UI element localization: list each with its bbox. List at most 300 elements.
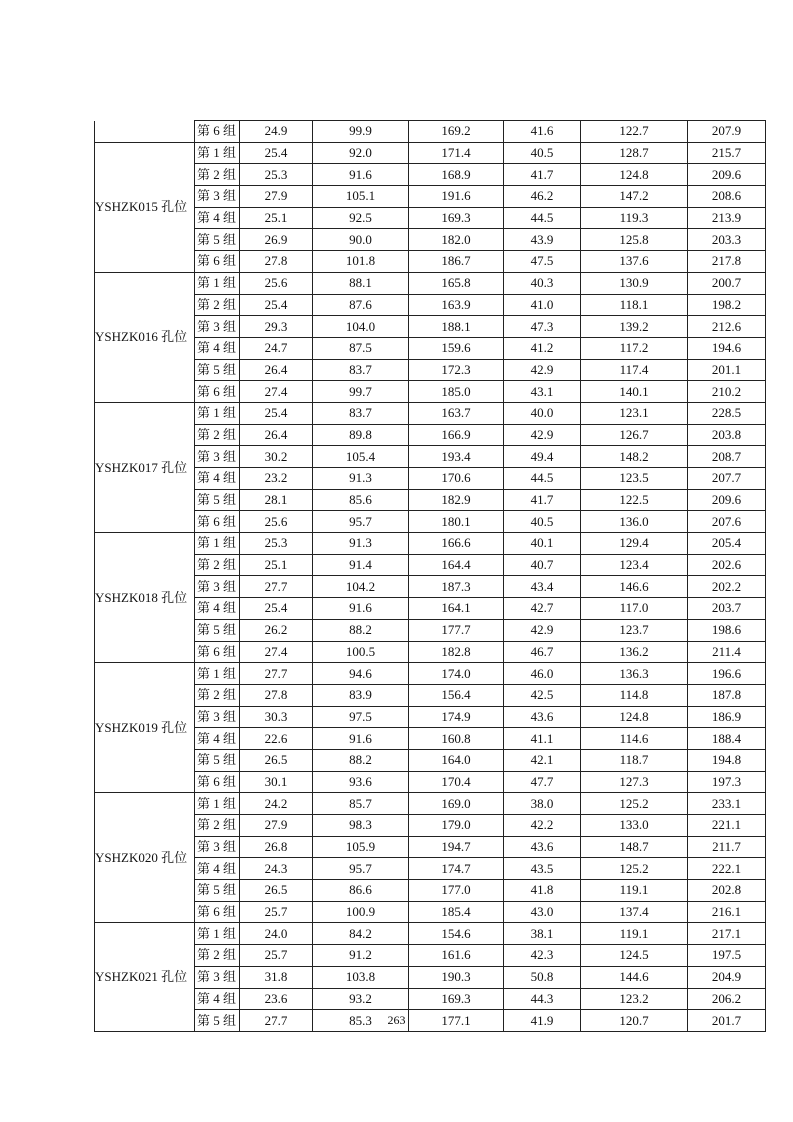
- table-row: [95, 381, 766, 403]
- value-cell: 44.5: [504, 207, 581, 229]
- group-cell: 第 1 组: [195, 793, 240, 815]
- value-cell: 123.2: [581, 988, 688, 1010]
- value-cell: 161.6: [409, 945, 504, 967]
- table-row: [95, 836, 766, 858]
- value-cell: 171.4: [409, 142, 504, 164]
- value-cell: 40.3: [504, 272, 581, 294]
- value-cell: 139.2: [581, 316, 688, 338]
- value-cell: 104.2: [313, 576, 409, 598]
- value-cell: 221.1: [688, 815, 766, 837]
- group-cell: 第 5 组: [195, 1010, 240, 1032]
- value-cell: 43.1: [504, 381, 581, 403]
- value-cell: 177.7: [409, 619, 504, 641]
- value-cell: 26.9: [240, 229, 313, 251]
- value-cell: 24.3: [240, 858, 313, 880]
- table-row: [95, 446, 766, 468]
- value-cell: 40.5: [504, 511, 581, 533]
- value-cell: 43.4: [504, 576, 581, 598]
- value-cell: 123.5: [581, 468, 688, 490]
- group-cell: 第 3 组: [195, 186, 240, 208]
- value-cell: 42.1: [504, 749, 581, 771]
- value-cell: 177.1: [409, 1010, 504, 1032]
- value-cell: 31.8: [240, 966, 313, 988]
- value-cell: 203.8: [688, 424, 766, 446]
- value-cell: 165.8: [409, 272, 504, 294]
- group-cell: 第 3 组: [195, 316, 240, 338]
- group-cell: 第 2 组: [195, 945, 240, 967]
- value-cell: 209.6: [688, 164, 766, 186]
- group-cell: 第 5 组: [195, 880, 240, 902]
- value-cell: 91.2: [313, 945, 409, 967]
- value-cell: 129.4: [581, 533, 688, 555]
- value-cell: 26.5: [240, 880, 313, 902]
- value-cell: 125.2: [581, 793, 688, 815]
- table-row: [95, 858, 766, 880]
- value-cell: 124.8: [581, 706, 688, 728]
- value-cell: 27.4: [240, 381, 313, 403]
- value-cell: 123.1: [581, 402, 688, 424]
- table-row: [95, 749, 766, 771]
- value-cell: 30.2: [240, 446, 313, 468]
- value-cell: 170.6: [409, 468, 504, 490]
- value-cell: 47.5: [504, 251, 581, 273]
- value-cell: 41.1: [504, 728, 581, 750]
- value-cell: 179.0: [409, 815, 504, 837]
- value-cell: 23.2: [240, 468, 313, 490]
- group-cell: 第 6 组: [195, 901, 240, 923]
- value-cell: 98.3: [313, 815, 409, 837]
- value-cell: 26.2: [240, 619, 313, 641]
- group-cell: 第 2 组: [195, 815, 240, 837]
- table-row: [95, 728, 766, 750]
- group-cell: 第 2 组: [195, 294, 240, 316]
- group-cell: 第 6 组: [195, 251, 240, 273]
- borehole-cell: YSHZK018 孔位: [95, 533, 195, 663]
- value-cell: 25.6: [240, 511, 313, 533]
- value-cell: 43.6: [504, 706, 581, 728]
- value-cell: 44.3: [504, 988, 581, 1010]
- value-cell: 25.4: [240, 142, 313, 164]
- group-cell: 第 6 组: [195, 771, 240, 793]
- value-cell: 119.1: [581, 923, 688, 945]
- value-cell: 204.9: [688, 966, 766, 988]
- value-cell: 136.0: [581, 511, 688, 533]
- value-cell: 24.9: [240, 121, 313, 143]
- value-cell: 164.1: [409, 598, 504, 620]
- table-row: [95, 793, 766, 815]
- table-row: [95, 880, 766, 902]
- value-cell: 172.3: [409, 359, 504, 381]
- value-cell: 174.7: [409, 858, 504, 880]
- group-cell: 第 2 组: [195, 684, 240, 706]
- value-cell: 90.0: [313, 229, 409, 251]
- value-cell: 188.1: [409, 316, 504, 338]
- value-cell: 42.3: [504, 945, 581, 967]
- value-cell: 114.8: [581, 684, 688, 706]
- value-cell: 119.1: [581, 880, 688, 902]
- value-cell: 99.7: [313, 381, 409, 403]
- value-cell: 137.4: [581, 901, 688, 923]
- group-cell: 第 1 组: [195, 533, 240, 555]
- value-cell: 197.3: [688, 771, 766, 793]
- table-row: [95, 424, 766, 446]
- value-cell: 26.4: [240, 359, 313, 381]
- value-cell: 212.6: [688, 316, 766, 338]
- value-cell: 87.6: [313, 294, 409, 316]
- value-cell: 83.9: [313, 684, 409, 706]
- group-cell: 第 2 组: [195, 554, 240, 576]
- value-cell: 41.8: [504, 880, 581, 902]
- value-cell: 94.6: [313, 663, 409, 685]
- value-cell: 27.9: [240, 186, 313, 208]
- value-cell: 25.6: [240, 272, 313, 294]
- value-cell: 25.3: [240, 164, 313, 186]
- value-cell: 213.9: [688, 207, 766, 229]
- value-cell: 160.8: [409, 728, 504, 750]
- value-cell: 202.2: [688, 576, 766, 598]
- value-cell: 198.2: [688, 294, 766, 316]
- value-cell: 100.9: [313, 901, 409, 923]
- value-cell: 208.7: [688, 446, 766, 468]
- value-cell: 186.9: [688, 706, 766, 728]
- value-cell: 201.1: [688, 359, 766, 381]
- value-cell: 41.6: [504, 121, 581, 143]
- group-cell: 第 4 组: [195, 858, 240, 880]
- group-cell: 第 6 组: [195, 641, 240, 663]
- value-cell: 182.0: [409, 229, 504, 251]
- group-cell: 第 4 组: [195, 598, 240, 620]
- value-cell: 126.7: [581, 424, 688, 446]
- group-cell: 第 4 组: [195, 988, 240, 1010]
- group-cell: 第 5 组: [195, 359, 240, 381]
- value-cell: 24.7: [240, 337, 313, 359]
- value-cell: 185.4: [409, 901, 504, 923]
- value-cell: 95.7: [313, 858, 409, 880]
- value-cell: 25.1: [240, 554, 313, 576]
- value-cell: 164.4: [409, 554, 504, 576]
- value-cell: 30.3: [240, 706, 313, 728]
- value-cell: 215.7: [688, 142, 766, 164]
- value-cell: 49.4: [504, 446, 581, 468]
- value-cell: 42.5: [504, 684, 581, 706]
- table-row: [95, 706, 766, 728]
- value-cell: 217.1: [688, 923, 766, 945]
- table-row: [95, 576, 766, 598]
- value-cell: 25.4: [240, 402, 313, 424]
- value-cell: 207.6: [688, 511, 766, 533]
- value-cell: 41.7: [504, 489, 581, 511]
- value-cell: 164.0: [409, 749, 504, 771]
- value-cell: 194.7: [409, 836, 504, 858]
- value-cell: 193.4: [409, 446, 504, 468]
- value-cell: 124.5: [581, 945, 688, 967]
- table-row: [95, 294, 766, 316]
- group-cell: 第 1 组: [195, 142, 240, 164]
- value-cell: 118.7: [581, 749, 688, 771]
- value-cell: 46.0: [504, 663, 581, 685]
- value-cell: 122.7: [581, 121, 688, 143]
- group-cell: 第 4 组: [195, 337, 240, 359]
- value-cell: 188.4: [688, 728, 766, 750]
- value-cell: 210.2: [688, 381, 766, 403]
- value-cell: 43.9: [504, 229, 581, 251]
- value-cell: 169.3: [409, 207, 504, 229]
- group-cell: 第 1 组: [195, 923, 240, 945]
- group-cell: 第 4 组: [195, 207, 240, 229]
- group-cell: 第 3 组: [195, 446, 240, 468]
- value-cell: 124.8: [581, 164, 688, 186]
- value-cell: 185.0: [409, 381, 504, 403]
- value-cell: 217.8: [688, 251, 766, 273]
- group-cell: 第 1 组: [195, 402, 240, 424]
- value-cell: 23.6: [240, 988, 313, 1010]
- value-cell: 117.4: [581, 359, 688, 381]
- value-cell: 207.7: [688, 468, 766, 490]
- group-cell: 第 2 组: [195, 424, 240, 446]
- value-cell: 24.2: [240, 793, 313, 815]
- group-cell: 第 1 组: [195, 272, 240, 294]
- group-cell: 第 4 组: [195, 728, 240, 750]
- value-cell: 233.1: [688, 793, 766, 815]
- value-cell: 26.8: [240, 836, 313, 858]
- value-cell: 119.3: [581, 207, 688, 229]
- group-cell: 第 2 组: [195, 164, 240, 186]
- table-row: [95, 186, 766, 208]
- value-cell: 104.0: [313, 316, 409, 338]
- value-cell: 163.7: [409, 402, 504, 424]
- value-cell: 105.4: [313, 446, 409, 468]
- value-cell: 118.1: [581, 294, 688, 316]
- value-cell: 125.2: [581, 858, 688, 880]
- value-cell: 46.7: [504, 641, 581, 663]
- value-cell: 128.7: [581, 142, 688, 164]
- borehole-cell: YSHZK015 孔位: [95, 142, 195, 272]
- group-cell: 第 4 组: [195, 468, 240, 490]
- value-cell: 187.8: [688, 684, 766, 706]
- value-cell: 46.2: [504, 186, 581, 208]
- value-cell: 25.7: [240, 945, 313, 967]
- group-cell: 第 5 组: [195, 489, 240, 511]
- table-row: [95, 684, 766, 706]
- borehole-cell: YSHZK020 孔位: [95, 793, 195, 923]
- value-cell: 186.7: [409, 251, 504, 273]
- value-cell: 211.7: [688, 836, 766, 858]
- table-row: [95, 901, 766, 923]
- value-cell: 197.5: [688, 945, 766, 967]
- value-cell: 174.0: [409, 663, 504, 685]
- table-row: [95, 402, 766, 424]
- borehole-cell-continued: [95, 121, 195, 143]
- group-cell: 第 3 组: [195, 706, 240, 728]
- value-cell: 168.9: [409, 164, 504, 186]
- group-cell: 第 3 组: [195, 966, 240, 988]
- value-cell: 174.9: [409, 706, 504, 728]
- value-cell: 43.0: [504, 901, 581, 923]
- value-cell: 27.9: [240, 815, 313, 837]
- value-cell: 206.2: [688, 988, 766, 1010]
- table-row: [95, 945, 766, 967]
- table-row: [95, 337, 766, 359]
- value-cell: 25.4: [240, 294, 313, 316]
- value-cell: 89.8: [313, 424, 409, 446]
- value-cell: 42.7: [504, 598, 581, 620]
- value-cell: 159.6: [409, 337, 504, 359]
- table-row: [95, 207, 766, 229]
- group-cell: 第 6 组: [195, 381, 240, 403]
- value-cell: 42.9: [504, 359, 581, 381]
- group-cell: 第 3 组: [195, 836, 240, 858]
- value-cell: 47.3: [504, 316, 581, 338]
- value-cell: 27.7: [240, 1010, 313, 1032]
- value-cell: 29.3: [240, 316, 313, 338]
- table-body: [95, 121, 766, 1032]
- table-row: [95, 988, 766, 1010]
- value-cell: 41.0: [504, 294, 581, 316]
- value-cell: 166.9: [409, 424, 504, 446]
- value-cell: 182.8: [409, 641, 504, 663]
- table-row: [95, 121, 766, 143]
- value-cell: 28.1: [240, 489, 313, 511]
- value-cell: 27.8: [240, 684, 313, 706]
- group-cell: 第 3 组: [195, 576, 240, 598]
- table-row: [95, 598, 766, 620]
- value-cell: 105.9: [313, 836, 409, 858]
- table-row: [95, 359, 766, 381]
- value-cell: 148.7: [581, 836, 688, 858]
- value-cell: 41.7: [504, 164, 581, 186]
- value-cell: 84.2: [313, 923, 409, 945]
- value-cell: 42.2: [504, 815, 581, 837]
- value-cell: 25.4: [240, 598, 313, 620]
- value-cell: 42.9: [504, 424, 581, 446]
- table-row: [95, 663, 766, 685]
- value-cell: 191.6: [409, 186, 504, 208]
- value-cell: 91.6: [313, 164, 409, 186]
- value-cell: 105.1: [313, 186, 409, 208]
- value-cell: 27.4: [240, 641, 313, 663]
- value-cell: 97.5: [313, 706, 409, 728]
- value-cell: 196.6: [688, 663, 766, 685]
- value-cell: 30.1: [240, 771, 313, 793]
- group-cell: 第 5 组: [195, 749, 240, 771]
- value-cell: 211.4: [688, 641, 766, 663]
- value-cell: 83.7: [313, 359, 409, 381]
- value-cell: 88.2: [313, 619, 409, 641]
- value-cell: 83.7: [313, 402, 409, 424]
- value-cell: 25.3: [240, 533, 313, 555]
- value-cell: 146.6: [581, 576, 688, 598]
- value-cell: 203.3: [688, 229, 766, 251]
- value-cell: 86.6: [313, 880, 409, 902]
- value-cell: 101.8: [313, 251, 409, 273]
- value-cell: 27.8: [240, 251, 313, 273]
- value-cell: 26.5: [240, 749, 313, 771]
- value-cell: 208.6: [688, 186, 766, 208]
- value-cell: 27.7: [240, 663, 313, 685]
- table-row: [95, 164, 766, 186]
- borehole-cell: YSHZK017 孔位: [95, 402, 195, 532]
- value-cell: 205.4: [688, 533, 766, 555]
- value-cell: 26.4: [240, 424, 313, 446]
- value-cell: 140.1: [581, 381, 688, 403]
- value-cell: 136.3: [581, 663, 688, 685]
- value-cell: 99.9: [313, 121, 409, 143]
- value-cell: 25.7: [240, 901, 313, 923]
- value-cell: 166.6: [409, 533, 504, 555]
- value-cell: 122.5: [581, 489, 688, 511]
- table-row: [95, 468, 766, 490]
- value-cell: 85.6: [313, 489, 409, 511]
- value-cell: 114.6: [581, 728, 688, 750]
- value-cell: 95.7: [313, 511, 409, 533]
- value-cell: 123.7: [581, 619, 688, 641]
- value-cell: 133.0: [581, 815, 688, 837]
- table-row: [95, 533, 766, 555]
- value-cell: 50.8: [504, 966, 581, 988]
- table-row: [95, 489, 766, 511]
- value-cell: 91.3: [313, 533, 409, 555]
- value-cell: 120.7: [581, 1010, 688, 1032]
- value-cell: 88.2: [313, 749, 409, 771]
- table-row: [95, 272, 766, 294]
- value-cell: 123.4: [581, 554, 688, 576]
- value-cell: 201.7: [688, 1010, 766, 1032]
- value-cell: 200.7: [688, 272, 766, 294]
- value-cell: 93.2: [313, 988, 409, 1010]
- table-row: [95, 923, 766, 945]
- value-cell: 24.0: [240, 923, 313, 945]
- value-cell: 27.7: [240, 576, 313, 598]
- table-row: [95, 619, 766, 641]
- value-cell: 41.2: [504, 337, 581, 359]
- value-cell: 125.8: [581, 229, 688, 251]
- value-cell: 88.1: [313, 272, 409, 294]
- table-row: [95, 771, 766, 793]
- value-cell: 194.6: [688, 337, 766, 359]
- page-number: 263: [387, 1013, 406, 1027]
- value-cell: 147.2: [581, 186, 688, 208]
- value-cell: 207.9: [688, 121, 766, 143]
- value-cell: 40.1: [504, 533, 581, 555]
- value-cell: 38.1: [504, 923, 581, 945]
- value-cell: 93.6: [313, 771, 409, 793]
- table-row: [95, 229, 766, 251]
- value-cell: 182.9: [409, 489, 504, 511]
- value-cell: 41.9: [504, 1010, 581, 1032]
- value-cell: 170.4: [409, 771, 504, 793]
- value-cell: 198.6: [688, 619, 766, 641]
- value-cell: 169.2: [409, 121, 504, 143]
- table-row: [95, 511, 766, 533]
- value-cell: 154.6: [409, 923, 504, 945]
- table-row: [95, 815, 766, 837]
- group-cell: 第 6 组: [195, 121, 240, 143]
- table-row: [95, 251, 766, 273]
- value-cell: 137.6: [581, 251, 688, 273]
- table-row: [95, 966, 766, 988]
- group-cell: 第 5 组: [195, 229, 240, 251]
- value-cell: 85.7: [313, 793, 409, 815]
- borehole-cell: YSHZK021 孔位: [95, 923, 195, 1031]
- value-cell: 228.5: [688, 402, 766, 424]
- table-row: [95, 641, 766, 663]
- value-cell: 91.4: [313, 554, 409, 576]
- value-cell: 38.0: [504, 793, 581, 815]
- value-cell: 202.6: [688, 554, 766, 576]
- value-cell: 180.1: [409, 511, 504, 533]
- data-table: [94, 120, 766, 1032]
- value-cell: 187.3: [409, 576, 504, 598]
